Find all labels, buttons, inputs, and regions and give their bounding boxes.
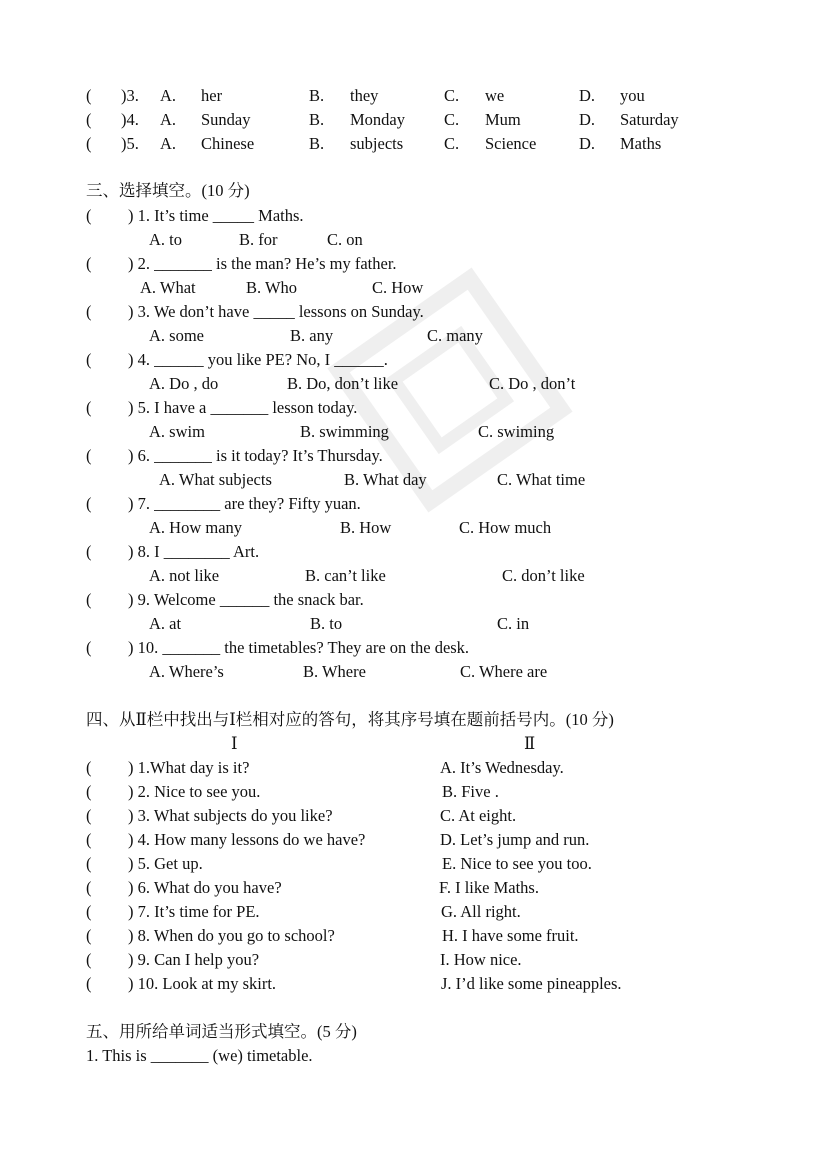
option-b: B. any	[290, 326, 334, 345]
option-a: A. What subjects	[159, 470, 272, 489]
option-a: A. swim	[149, 422, 205, 441]
section4-title: 四、从Ⅱ栏中找出与Ⅰ栏相对应的答句，将其序号填在题前括号内。(10 分)	[86, 710, 614, 729]
option-b: B. What day	[344, 470, 427, 489]
column-header-1: Ⅰ	[231, 734, 238, 753]
option-b: B. can’t like	[305, 566, 386, 585]
option-c: C. swiming	[478, 422, 555, 441]
option-c: C. in	[497, 614, 530, 633]
option-a: A. Where’s	[149, 662, 224, 681]
fill-question: 1. This is _______ (we) timetable.	[86, 1046, 313, 1065]
option-b: B. for	[239, 230, 278, 249]
option-a: A. some	[149, 326, 204, 345]
section3-title: 三、选择填空。(10 分)	[86, 181, 250, 200]
option-c: C. on	[327, 230, 363, 249]
option-b: B. Where	[303, 662, 366, 681]
option-a: A. at	[149, 614, 182, 633]
option-c: C. many	[427, 326, 483, 345]
option-b: B. Do, don’t like	[287, 374, 399, 393]
option-c: C. Do , don’t	[489, 374, 576, 393]
option-a: A. Do , do	[149, 374, 219, 393]
exam-page: ( )3. A. her B. they C. we D. you ( )4. A. Sunday B. Monday C. Mum D. Saturday ( )5. A. Chinese B. subjects C. Science D. Maths 三、选择填空。(10 分) ( ) 1. It’s time _____ Maths. A. to B. for C. on ( ) 2. _______ is the man? He’s my father. A. What B. Who C. How ( ) 3. We don’t have _____ lessons on Sunday. A. some B. any C. many ( ) 4. ______ you like PE? No, I ______. A. Do , do B. Do, don’t like C. Do , don’t ( ) 5. I have a _______ lesson today. A. swim B. swimming C. swiming ( ) 6. _______ is it today? It’s Thursday. A. What subjects B. What day C. What time ( ) 7. ________ are they? Fifty yuan. A. How many B. How C. How much ( ) 8. I ________ Art. A. not like B. can’t like C. don’t like ( ) 9. Welcome ______ the snack bar. A. at B. to C. in ( ) 10. _______ the timetables? They are on the desk. A. Where’s B. Where C. Where are 四、从Ⅱ栏中找出与Ⅰ栏相对应的答句，将其序号填在题前括号内。(10 分) Ⅰ Ⅱ ( ) 1.What day is it? A. It’s Wednesday. ( ) 2. Nice to see you. B. Five . ( ) 3. What subjects do you like? C. At eight. ( ) 4. How many lessons do we have? D. Let’s jump and run. ( ) 5. Get up. E. Nice to see you too. ( ) 6. What do you have? F. I like Maths. ( ) 7. It’s time for PE. G. All right. ( ) 8. When do you go to school? H. I have some fruit. ( ) 9. Can I help you? I. How nice. ( ) 10. Look at my skirt. J. I’d like some pineapples. 五、用所给单词适当形式填空。(5 分) 1. This is _______ (we) timetable.	[86, 86, 679, 1065]
section5-title: 五、用所给单词适当形式填空。(5 分)	[86, 1022, 357, 1041]
option-b: B. Who	[246, 278, 298, 297]
option-a: A. not like	[149, 566, 220, 585]
option-a: A. How many	[149, 518, 243, 537]
option-c: C. don’t like	[502, 566, 585, 585]
option-a: A. What	[140, 278, 196, 297]
option-a: A. to	[149, 230, 182, 249]
option-b: B. swimming	[300, 422, 389, 441]
option-c: C. How	[372, 278, 424, 297]
option-b: B. How	[340, 518, 392, 537]
column-header-2: Ⅱ	[524, 734, 536, 753]
option-b: B. to	[310, 614, 343, 633]
option-c: C. Where are	[460, 662, 548, 681]
option-c: C. What time	[497, 470, 586, 489]
option-c: C. How much	[459, 518, 552, 537]
